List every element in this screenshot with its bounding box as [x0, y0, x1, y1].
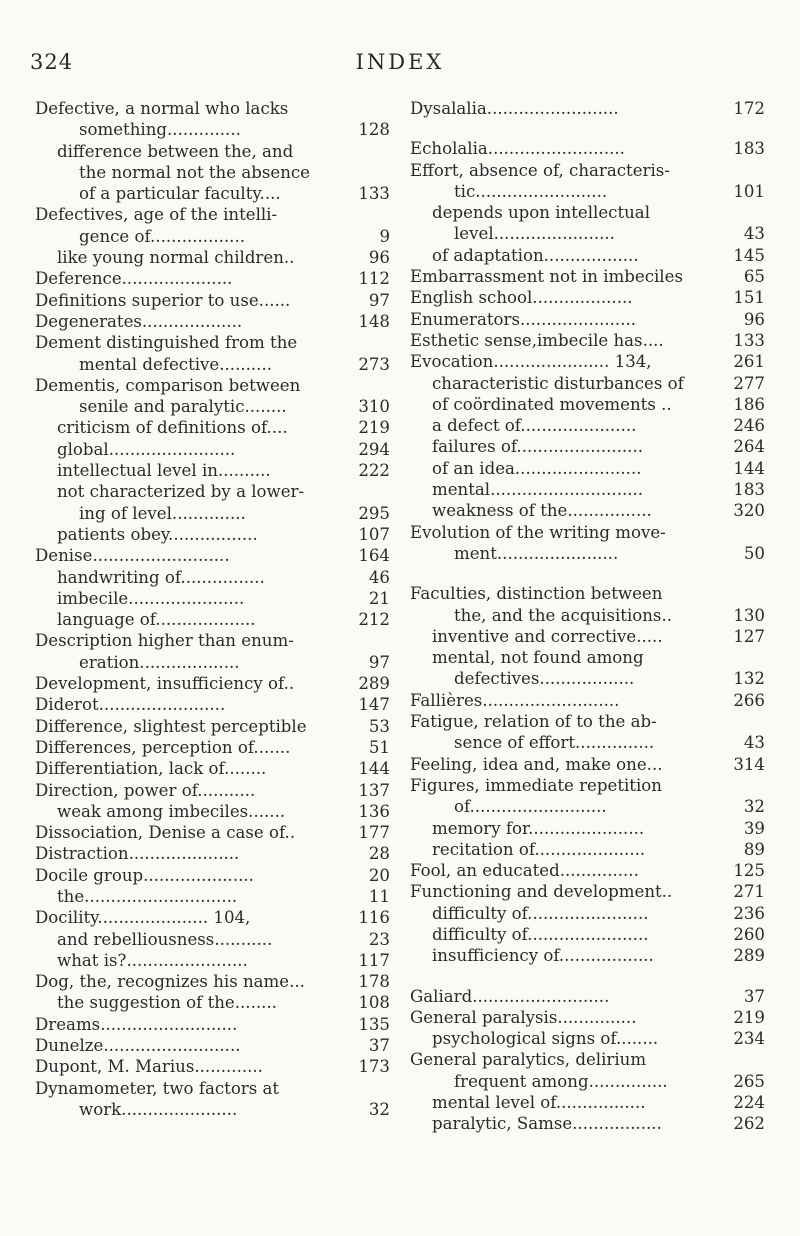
index-entry	[410, 266, 765, 287]
index-entry-text: criticism of definitions of....	[57, 418, 288, 438]
index-entry-page: 97	[368, 290, 390, 310]
index-entry-text: the suggestion of the........	[57, 993, 277, 1013]
index-entry-text: Docility..................... 104,	[35, 908, 251, 928]
index-entry-page: 289	[733, 946, 765, 966]
index-entry-page: 53	[368, 716, 390, 736]
index-entry-text: Definitions superior to use......	[35, 290, 291, 310]
index-entry-page: 32	[368, 1099, 390, 1119]
index-entry-text: General paralytics, delirium	[410, 1050, 647, 1070]
index-entry	[410, 181, 765, 202]
index-entry	[35, 247, 390, 268]
index-entry-text: depends upon intellectual	[432, 203, 651, 223]
index-entry	[35, 694, 390, 715]
index-entry	[35, 673, 390, 694]
index-entry	[35, 929, 390, 950]
index-entry-text: sence of effort...............	[454, 733, 655, 753]
index-entry	[35, 1056, 390, 1077]
index-entry-text: mental, not found among	[432, 648, 644, 668]
index-entry	[410, 436, 765, 457]
index-entry-text: of coördinated movements ..	[432, 394, 672, 414]
index-entry-text: characteristic disturbances of	[432, 373, 684, 393]
index-entry	[410, 839, 765, 860]
index-column-left	[35, 98, 390, 1120]
index-entry	[35, 630, 390, 651]
index-entry-text: language of...................	[57, 610, 256, 630]
index-entry	[410, 522, 765, 543]
index-entry	[410, 754, 765, 775]
index-entry-page: 173	[358, 1057, 390, 1077]
index-entry-page: 37	[368, 1036, 390, 1056]
index-entry-text: Docile group.....................	[35, 865, 254, 885]
index-entry	[35, 417, 390, 438]
index-entry-page: 97	[368, 652, 390, 672]
index-entry-page: 144	[358, 759, 390, 779]
index-entry-text: Dissociation, Denise a case of..	[35, 823, 296, 843]
index-entry-text: the normal not the absence	[79, 162, 310, 182]
page-header	[0, 50, 800, 80]
index-entry-page: 112	[358, 269, 390, 289]
index-entry-page: 43	[743, 224, 765, 244]
index-entry-page: 265	[733, 1071, 765, 1091]
index-entry-text: Esthetic sense,imbecile has....	[410, 330, 664, 350]
index-entry	[35, 971, 390, 992]
index-entry	[35, 119, 390, 140]
index-entry-text: global........................	[57, 439, 236, 459]
index-entry-text: Defective, a normal who lacks	[35, 99, 289, 118]
index-entry-page: 289	[358, 674, 390, 694]
index-entry	[410, 245, 765, 266]
index-entry-page: 43	[743, 733, 765, 753]
index-entry-page: 89	[743, 839, 765, 859]
index-entry-page: 320	[733, 501, 765, 521]
index-entry	[35, 822, 390, 843]
index-entry-text: tic.........................	[454, 181, 608, 201]
index-entry	[35, 588, 390, 609]
index-entry-page: 20	[368, 865, 390, 885]
index-entry-text: Evocation...................... 134,	[410, 352, 652, 372]
index-entry-page: 219	[358, 418, 390, 438]
index-entry-page: 295	[358, 503, 390, 523]
index-entry	[35, 652, 390, 673]
running-title: INDEX	[355, 50, 445, 74]
index-entry-text: inventive and corrective.....	[432, 626, 663, 646]
index-entry-text: Dement distinguished from the	[35, 333, 298, 353]
index-entry	[410, 1007, 765, 1028]
index-entry	[35, 609, 390, 630]
index-entry	[410, 223, 765, 244]
index-entry-page: 264	[733, 437, 765, 457]
index-entry-text: difficulty of.......................	[432, 924, 649, 944]
index-entry	[410, 1028, 765, 1049]
index-entry-text: Diderot........................	[35, 695, 226, 715]
index-entry-text: paralytic, Samse.................	[432, 1114, 662, 1134]
index-entry-text: Evolution of the writing move-	[410, 522, 666, 542]
index-entry-page: 147	[358, 695, 390, 715]
index-entry-text: handwriting of................	[57, 567, 265, 587]
index-entry-text: Dunelze..........................	[35, 1036, 241, 1056]
index-entry-text: Differences, perception of.......	[35, 737, 291, 757]
index-entry	[410, 668, 765, 689]
index-entry	[410, 647, 765, 668]
index-entry-text: psychological signs of........	[432, 1029, 659, 1049]
index-entry-text: ing of level..............	[79, 503, 246, 523]
index-entry-text: mental.............................	[432, 480, 644, 500]
index-entry-text: Defectives, age of the intelli-	[35, 205, 278, 225]
index-entry-page: 107	[358, 524, 390, 544]
index-entry	[35, 737, 390, 758]
index-entry	[410, 945, 765, 966]
index-entry-text: Dupont, M. Marius.............	[35, 1057, 263, 1077]
index-entry-text: Figures, immediate repetition	[410, 775, 662, 795]
index-entry-text: ment.......................	[454, 543, 619, 563]
index-entry	[35, 503, 390, 524]
index-entry	[410, 711, 765, 732]
index-entry-page: 236	[733, 903, 765, 923]
index-entry	[35, 865, 390, 886]
index-entry-page: 260	[733, 924, 765, 944]
index-entry-page: 273	[358, 354, 390, 374]
index-entry-page: 186	[733, 394, 765, 414]
index-entry-text: the, and the acquisitions..	[454, 605, 672, 625]
index-entry	[410, 479, 765, 500]
index-entry-page: 128	[358, 120, 390, 140]
index-entry	[35, 801, 390, 822]
index-entry-text: Distraction.....................	[35, 844, 240, 864]
index-entry	[410, 818, 765, 839]
index-entry-page: 108	[358, 993, 390, 1013]
index-entry	[35, 1014, 390, 1035]
index-entry-text: Fatigue, relation of to the ab-	[410, 712, 657, 732]
index-entry-text: difficulty of.......................	[432, 903, 649, 923]
index-entry-text: failures of........................	[432, 437, 644, 457]
index-entry-text: Development, insufficiency of..	[35, 674, 295, 694]
index-entry-text: level.......................	[454, 224, 615, 244]
index-entry	[35, 758, 390, 779]
index-entry-text: General paralysis...............	[410, 1007, 637, 1027]
index-entry-page: 266	[733, 690, 765, 710]
index-entry-page: 148	[358, 311, 390, 331]
index-entry-page: 246	[733, 416, 765, 436]
index-entry-page: 117	[358, 950, 390, 970]
index-entry-text: not characterized by a lower-	[57, 482, 305, 502]
index-entry	[35, 567, 390, 588]
index-entry-text: Faculties, distinction between	[410, 584, 663, 604]
index-entry-text: Dog, the, recognizes his name...	[35, 972, 305, 992]
index-entry-text: weak among imbeciles.......	[57, 801, 286, 821]
index-entry-page: 271	[733, 882, 765, 902]
index-entry	[35, 1078, 390, 1099]
index-entry-page: 39	[743, 818, 765, 838]
index-entry	[410, 394, 765, 415]
index-entry-page: 116	[358, 908, 390, 928]
index-entry	[35, 992, 390, 1013]
index-entry-page: 21	[368, 588, 390, 608]
index-entry-page: 96	[368, 248, 390, 268]
index-entry-page: 136	[358, 801, 390, 821]
index-entry	[35, 545, 390, 566]
index-entry	[410, 732, 765, 753]
index-entry	[410, 1113, 765, 1134]
index-entry	[410, 1092, 765, 1113]
index-entry-text: Effort, absence of, characteris-	[410, 160, 670, 180]
index-entry-text: a defect of......................	[432, 416, 637, 436]
index-entry-page: 151	[733, 288, 765, 308]
index-entry-text: imbecile......................	[57, 588, 245, 608]
index-entry-text: of adaptation..................	[432, 245, 639, 265]
index-entry-text: Direction, power of...........	[35, 780, 256, 800]
index-entry	[35, 98, 390, 119]
index-entry-text: Difference, slightest perceptible	[35, 716, 307, 736]
index-entry-page: 50	[743, 543, 765, 563]
index-entry-text: weakness of the................	[432, 501, 652, 521]
section-gap	[410, 564, 765, 583]
index-entry	[410, 924, 765, 945]
index-entry	[35, 183, 390, 204]
index-entry-text: something..............	[79, 120, 241, 140]
index-entry	[35, 1035, 390, 1056]
index-entry-text: mental level of.................	[432, 1093, 646, 1113]
index-entry-text: mental defective..........	[79, 354, 272, 374]
index-entry	[35, 332, 390, 353]
index-entry-text: Functioning and development..	[410, 882, 673, 902]
index-entry-text: Echolalia..........................	[410, 139, 625, 159]
index-entry-text: of a particular faculty....	[79, 184, 281, 204]
index-entry-page: 219	[733, 1007, 765, 1027]
index-entry	[35, 950, 390, 971]
index-entry-text: defectives..................	[454, 669, 635, 689]
index-entry	[35, 481, 390, 502]
index-entry	[410, 796, 765, 817]
index-entry	[410, 860, 765, 881]
page-number: 324	[30, 50, 74, 74]
index-entry	[35, 375, 390, 396]
index-entry-page: 212	[358, 610, 390, 630]
index-entry	[35, 886, 390, 907]
index-entry-page: 133	[733, 330, 765, 350]
index-entry-page: 178	[358, 972, 390, 992]
index-entry	[410, 583, 765, 604]
index-entry-text: difference between the, and	[57, 141, 294, 161]
index-entry	[410, 500, 765, 521]
index-entry-page: 261	[733, 352, 765, 372]
index-entry-text: senile and paralytic........	[79, 397, 287, 417]
index-entry-text: frequent among...............	[454, 1071, 668, 1091]
index-entry-text: English school...................	[410, 288, 633, 308]
index-entry-text: eration...................	[79, 652, 240, 672]
index-entry-page: 125	[733, 861, 765, 881]
index-entry	[410, 690, 765, 711]
index-entry-page: 183	[733, 139, 765, 159]
index-entry	[35, 716, 390, 737]
index-entry	[410, 309, 765, 330]
index-entry-page: 96	[743, 309, 765, 329]
index-entry	[410, 626, 765, 647]
index-entry-page: 28	[368, 844, 390, 864]
section-gap	[410, 119, 765, 138]
index-entry	[35, 354, 390, 375]
index-entry	[410, 330, 765, 351]
index-entry-page: 46	[368, 567, 390, 587]
index-entry	[35, 311, 390, 332]
section-gap	[410, 967, 765, 986]
index-entry-page: 9	[379, 226, 390, 246]
index-entry-text: Description higher than enum-	[35, 631, 294, 651]
index-entry-text: recitation of.....................	[432, 839, 646, 859]
index-entry-page: 137	[358, 780, 390, 800]
index-entry-text: Enumerators......................	[410, 309, 637, 329]
index-entry-text: gence of..................	[79, 226, 246, 246]
index-entry	[35, 907, 390, 928]
index-entry-page: 224	[733, 1093, 765, 1113]
index-entry	[35, 204, 390, 225]
index-entry-page: 164	[358, 546, 390, 566]
index-entry-page: 277	[733, 373, 765, 393]
index-entry-text: Dysalalia.........................	[410, 99, 619, 118]
index-entry-text: the.............................	[57, 886, 238, 906]
index-entry-page: 310	[358, 397, 390, 417]
index-entry-text: Differentiation, lack of........	[35, 759, 267, 779]
index-entry-page: 145	[733, 245, 765, 265]
index-entry-page: 234	[733, 1029, 765, 1049]
index-entry	[35, 439, 390, 460]
index-entry	[410, 775, 765, 796]
index-entry-page: 130	[733, 605, 765, 625]
index-entry-page: 294	[358, 439, 390, 459]
index-entry-page: 183	[733, 480, 765, 500]
index-entry	[35, 290, 390, 311]
index-entry	[35, 268, 390, 289]
index-entry-page: 101	[733, 181, 765, 201]
index-entry-text: Deference.....................	[35, 269, 233, 289]
index-entry	[410, 543, 765, 564]
index-entry	[35, 843, 390, 864]
index-entry-page: 127	[733, 626, 765, 646]
index-entry-page: 135	[358, 1014, 390, 1034]
index-entry	[35, 460, 390, 481]
index-entry-page: 262	[733, 1114, 765, 1134]
index-column-right	[410, 98, 765, 1135]
index-entry	[410, 881, 765, 902]
index-entry-text: intellectual level in..........	[57, 461, 271, 481]
index-entry-page: 32	[743, 797, 765, 817]
index-entry-page: 314	[733, 754, 765, 774]
index-entry-page: 144	[733, 458, 765, 478]
index-entry-text: work......................	[79, 1099, 238, 1119]
index-entry	[35, 141, 390, 162]
index-entry-text: Denise..........................	[35, 546, 230, 566]
index-entry	[410, 1071, 765, 1092]
index-entry-page: 177	[358, 823, 390, 843]
index-entry	[410, 1049, 765, 1070]
index-entry-text: Fool, an educated...............	[410, 861, 639, 881]
index-entry	[35, 1099, 390, 1120]
index-entry-text: Galiard..........................	[410, 986, 610, 1006]
index-entry	[410, 415, 765, 436]
index-entry-text: insufficiency of..................	[432, 946, 654, 966]
index-entry-page: 51	[368, 737, 390, 757]
index-entry	[35, 524, 390, 545]
index-entry-page: 132	[733, 669, 765, 689]
index-entry-page: 172	[733, 99, 765, 118]
index-entry	[35, 226, 390, 247]
index-entry-text: what is?.......................	[57, 950, 248, 970]
index-entry-text: Feeling, idea and, make one...	[410, 754, 663, 774]
index-entry-text: Fallières..........................	[410, 690, 620, 710]
index-entry-text: like young normal children..	[57, 248, 295, 268]
index-entry-text: Dreams..........................	[35, 1014, 238, 1034]
index-entry	[410, 986, 765, 1007]
index-entry	[410, 373, 765, 394]
index-entry-page: 133	[358, 184, 390, 204]
index-entry	[35, 396, 390, 417]
index-entry	[410, 458, 765, 479]
index-entry-text: of an idea........................	[432, 458, 642, 478]
index-entry-text: Dementis, comparison between	[35, 375, 301, 395]
index-entry	[410, 605, 765, 626]
index-entry-text: of..........................	[454, 797, 607, 817]
index-entry-page: 222	[358, 461, 390, 481]
index-entry-text: Dynamometer, two factors at	[35, 1078, 280, 1098]
index-entry	[410, 202, 765, 223]
index-entry	[35, 780, 390, 801]
index-entry	[410, 160, 765, 181]
index-entry	[410, 138, 765, 159]
index-entry	[410, 287, 765, 308]
index-entry	[410, 903, 765, 924]
index-entry-page: 11	[368, 886, 390, 906]
index-entry-page: 37	[743, 986, 765, 1006]
index-entry	[410, 351, 765, 372]
index-entry-text: patients obey.................	[57, 524, 258, 544]
index-entry-text: and rebelliousness...........	[57, 929, 273, 949]
index-entry	[410, 98, 765, 119]
index-entry-page: 23	[368, 929, 390, 949]
index-entry-text: Degenerates...................	[35, 311, 243, 331]
index-entry-page: 65	[743, 267, 765, 287]
index-entry-text: Embarrassment not in imbeciles	[410, 267, 683, 287]
index-entry-text: memory for......................	[432, 818, 645, 838]
index-entry	[35, 162, 390, 183]
